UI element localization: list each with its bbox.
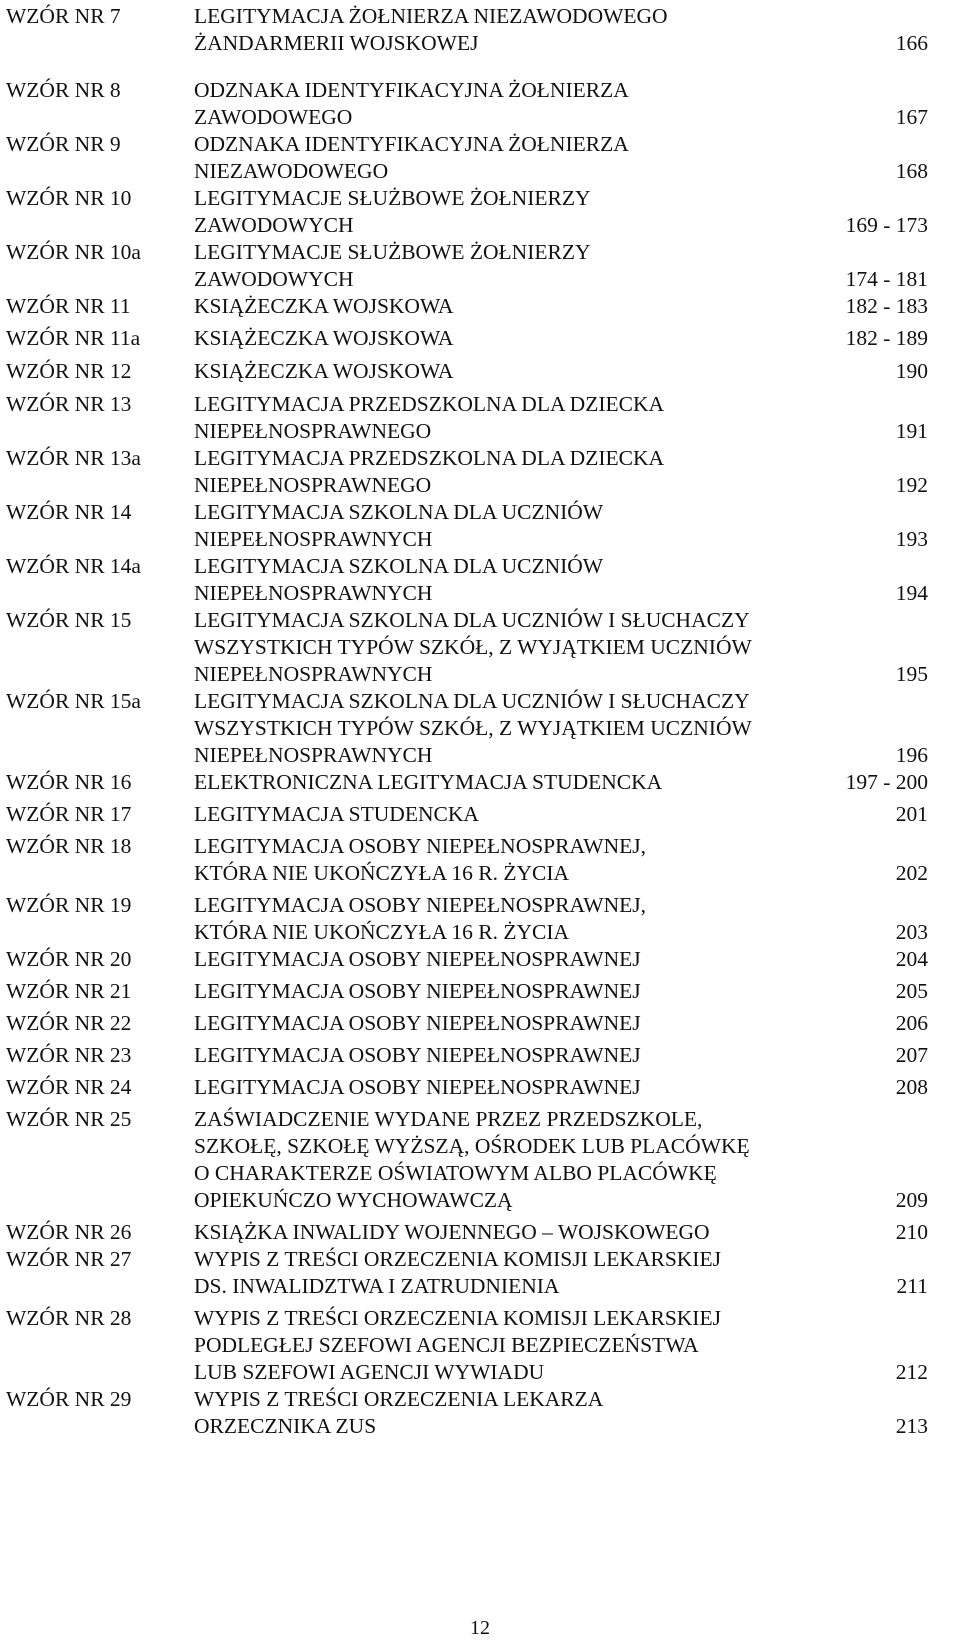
entry-title-line: LEGITYMACJA SZKOLNA DLA UCZNIÓW	[194, 500, 604, 524]
entry-pages: 212	[895, 1360, 928, 1384]
entry-title	[194, 77, 928, 131]
entry-pages: 191	[895, 419, 928, 443]
entry-title-line: DS. INWALIDZTWA I ZATRUDNIENIA	[194, 1274, 560, 1298]
entry-title	[194, 325, 928, 352]
entry-code: WZÓR NR 10	[6, 186, 132, 210]
entry-pages: 167	[895, 105, 928, 129]
entry-code: WZÓR NR 21	[6, 979, 132, 1003]
entry-code: WZÓR NR 29	[6, 1387, 132, 1411]
entry-title	[194, 801, 928, 828]
entry-code: WZÓR NR 11a	[6, 326, 141, 350]
entry-title-line: LEGITYMACJA OSOBY NIEPEŁNOSPRAWNEJ	[194, 979, 641, 1003]
entry-code: WZÓR NR 8	[6, 78, 121, 102]
entry-title-line: LEGITYMACJA PRZEDSZKOLNA DLA DZIECKA	[194, 392, 665, 416]
entry-title-line: LEGITYMACJA OSOBY NIEPEŁNOSPRAWNEJ,	[194, 893, 646, 917]
entry-title-line: ŻANDARMERII WOJSKOWEJ	[194, 31, 479, 55]
entry-code: WZÓR NR 26	[6, 1220, 132, 1244]
entry-title	[194, 358, 928, 385]
toc-entry	[6, 892, 928, 946]
entry-title	[194, 391, 928, 445]
entry-code: WZÓR NR 24	[6, 1075, 132, 1099]
entry-title-line: KSIĄŻECZKA WOJSKOWA	[194, 294, 454, 318]
entry-code: WZÓR NR 10a	[6, 240, 141, 264]
entry-title-line: PODLEGŁEJ SZEFOWI AGENCJI BEZPIECZEŃSTWA	[194, 1333, 699, 1357]
toc-entry	[6, 1305, 928, 1386]
entry-title	[194, 1042, 928, 1069]
entry-code: WZÓR NR 7	[6, 4, 121, 28]
entry-title	[194, 1386, 928, 1440]
entry-title	[194, 833, 928, 887]
entry-title	[194, 769, 928, 796]
toc-entry	[6, 607, 928, 688]
toc-entry	[6, 1010, 928, 1037]
entry-title	[194, 499, 928, 553]
entry-title-line: KSIĄŻKA INWALIDY WOJENNEGO – WOJSKOWEGO	[194, 1220, 710, 1244]
entry-title	[194, 3, 928, 57]
entry-pages: 168	[895, 159, 928, 183]
toc-entry	[6, 1074, 928, 1101]
entry-code: WZÓR NR 22	[6, 1011, 132, 1035]
entry-code: WZÓR NR 11	[6, 294, 131, 318]
toc-entry	[6, 1246, 928, 1300]
toc-entry	[6, 239, 928, 293]
entry-title	[194, 607, 928, 688]
toc-entry	[6, 946, 928, 973]
entry-pages: 211	[896, 1274, 928, 1298]
entry-pages: 196	[895, 743, 928, 767]
entry-title	[194, 1305, 928, 1386]
toc-entry	[6, 391, 928, 445]
entry-code: WZÓR NR 15a	[6, 689, 141, 713]
entry-title-line: LEGITYMACJA STUDENCKA	[194, 802, 479, 826]
toc-entry	[6, 293, 928, 320]
entry-title-line: WYPIS Z TREŚCI ORZECZENIA KOMISJI LEKARSKIEJ	[194, 1306, 721, 1330]
entry-code: WZÓR NR 15	[6, 608, 132, 632]
entry-title	[194, 946, 928, 973]
entry-title-line: LEGITYMACJA OSOBY NIEPEŁNOSPRAWNEJ	[194, 1043, 641, 1067]
entry-pages: 203	[895, 920, 928, 944]
entry-pages: 208	[895, 1075, 928, 1099]
entry-title-line: NIEZAWODOWEGO	[194, 159, 389, 183]
entry-title-line: ODZNAKA IDENTYFIKACYJNA ŻOŁNIERZA	[194, 78, 629, 102]
entry-pages: 204	[895, 947, 928, 971]
entry-title	[194, 239, 928, 293]
entry-pages: 194	[895, 581, 928, 605]
entry-title-line: LEGITYMACJA SZKOLNA DLA UCZNIÓW	[194, 554, 604, 578]
entry-pages: 182 - 189	[845, 326, 928, 350]
entry-code: WZÓR NR 13a	[6, 446, 141, 470]
entry-title	[194, 688, 928, 769]
entry-pages: 201	[895, 802, 928, 826]
toc-entry	[6, 3, 928, 57]
entry-title-line: ZAWODOWYCH	[194, 213, 354, 237]
entry-pages: 195	[895, 662, 928, 686]
entry-code: WZÓR NR 20	[6, 947, 132, 971]
entry-title-line: NIEPEŁNOSPRAWNYCH	[194, 581, 433, 605]
entry-title	[194, 1106, 928, 1214]
entry-title-line: NIEPEŁNOSPRAWNYCH	[194, 527, 433, 551]
entry-title-line: WYPIS Z TREŚCI ORZECZENIA LEKARZA	[194, 1387, 604, 1411]
toc-entry	[6, 769, 928, 796]
entry-title-line: KTÓRA NIE UKOŃCZYŁA 16 R. ŻYCIA	[194, 861, 570, 885]
entry-code: WZÓR NR 13	[6, 392, 132, 416]
entry-code: WZÓR NR 23	[6, 1043, 132, 1067]
entry-title	[194, 293, 928, 320]
entry-title-line: ZAŚWIADCZENIE WYDANE PRZEZ PRZEDSZKOLE,	[194, 1107, 703, 1131]
entry-title-line: LEGITYMACJE SŁUŻBOWE ŻOŁNIERZY	[194, 186, 591, 210]
entry-title	[194, 1010, 928, 1037]
entry-code: WZÓR NR 18	[6, 834, 132, 858]
entry-code: WZÓR NR 27	[6, 1247, 132, 1271]
entry-code: WZÓR NR 14a	[6, 554, 141, 578]
entry-title	[194, 1246, 928, 1300]
entry-pages: 174 - 181	[845, 267, 928, 291]
entry-pages: 169 - 173	[845, 213, 928, 237]
entry-title	[194, 1219, 928, 1246]
entry-title-line: LEGITYMACJA OSOBY NIEPEŁNOSPRAWNEJ	[194, 947, 641, 971]
entry-code: WZÓR NR 19	[6, 893, 132, 917]
entry-title-line: LEGITYMACJA SZKOLNA DLA UCZNIÓW I SŁUCHACZY	[194, 608, 750, 632]
entry-title-line: OPIEKUŃCZO WYCHOWAWCZĄ	[194, 1188, 513, 1212]
toc-entry	[6, 358, 928, 385]
table-of-contents	[6, 3, 928, 1440]
toc-entry	[6, 833, 928, 887]
entry-title	[194, 978, 928, 1005]
entry-title-line: LEGITYMACJA OSOBY NIEPEŁNOSPRAWNEJ	[194, 1011, 641, 1035]
entry-title-line: ELEKTRONICZNA LEGITYMACJA STUDENCKA	[194, 770, 663, 794]
entry-title-line: ZAWODOWEGO	[194, 105, 353, 129]
toc-entry	[6, 325, 928, 352]
entry-title-line: KSIĄŻECZKA WOJSKOWA	[194, 326, 454, 350]
entry-title-line: O CHARAKTERZE OŚWIATOWYM ALBO PLACÓWKĘ	[194, 1161, 717, 1185]
entry-pages: 206	[895, 1011, 928, 1035]
entry-code: WZÓR NR 25	[6, 1107, 132, 1131]
entry-title-line: KTÓRA NIE UKOŃCZYŁA 16 R. ŻYCIA	[194, 920, 570, 944]
entry-pages: 202	[895, 861, 928, 885]
entry-title-line: ORZECZNIKA ZUS	[194, 1414, 377, 1438]
entry-title-line: LEGITYMACJA OSOBY NIEPEŁNOSPRAWNEJ	[194, 1075, 641, 1099]
entry-pages: 166	[895, 31, 928, 55]
entry-title-line: NIEPEŁNOSPRAWNEGO	[194, 473, 432, 497]
entry-code: WZÓR NR 17	[6, 802, 132, 826]
entry-title-line: ZAWODOWYCH	[194, 267, 354, 291]
entry-code: WZÓR NR 14	[6, 500, 132, 524]
entry-title-line: SZKOŁĘ, SZKOŁĘ WYŻSZĄ, OŚRODEK LUB PLACÓWKĘ	[194, 1134, 750, 1158]
entry-title-line: LEGITYMACJE SŁUŻBOWE ŻOŁNIERZY	[194, 240, 591, 264]
entry-title	[194, 185, 928, 239]
entry-title	[194, 892, 928, 946]
entry-title	[194, 1074, 928, 1101]
entry-pages: 210	[895, 1220, 928, 1244]
entry-title-line: NIEPEŁNOSPRAWNEGO	[194, 419, 432, 443]
entry-title-line: KSIĄŻECZKA WOJSKOWA	[194, 359, 454, 383]
entry-pages: 205	[895, 979, 928, 1003]
entry-title-line: NIEPEŁNOSPRAWNYCH	[194, 743, 433, 767]
toc-entry	[6, 499, 928, 553]
entry-title-line: LEGITYMACJA PRZEDSZKOLNA DLA DZIECKA	[194, 446, 665, 470]
entry-title-line: ODZNAKA IDENTYFIKACYJNA ŻOŁNIERZA	[194, 132, 629, 156]
entry-title-line: LUB SZEFOWI AGENCJI WYWIADU	[194, 1360, 545, 1384]
toc-entry	[6, 553, 928, 607]
entry-pages: 213	[895, 1414, 928, 1438]
entry-title	[194, 131, 928, 185]
toc-entry	[6, 1106, 928, 1214]
entry-code: WZÓR NR 28	[6, 1306, 132, 1330]
entry-title	[194, 553, 928, 607]
toc-entry	[6, 688, 928, 769]
toc-entry	[6, 978, 928, 1005]
entry-pages: 190	[895, 359, 928, 383]
entry-pages: 197 - 200	[845, 770, 928, 794]
toc-entry	[6, 1219, 928, 1246]
toc-entry	[6, 1386, 928, 1440]
page-number: 12	[470, 1617, 490, 1639]
entry-title-line: WYPIS Z TREŚCI ORZECZENIA KOMISJI LEKARSKIEJ	[194, 1247, 721, 1271]
toc-entry	[6, 801, 928, 828]
toc-entry	[6, 445, 928, 499]
entry-title-line: LEGITYMACJA OSOBY NIEPEŁNOSPRAWNEJ,	[194, 834, 646, 858]
entry-title-line: NIEPEŁNOSPRAWNYCH	[194, 662, 433, 686]
entry-title-line: WSZYSTKICH TYPÓW SZKÓŁ, Z WYJĄTKIEM UCZNIÓW	[194, 635, 752, 659]
entry-pages: 193	[895, 527, 928, 551]
toc-entry	[6, 185, 928, 239]
entry-pages: 182 - 183	[845, 294, 928, 318]
toc-entry	[6, 1042, 928, 1069]
entry-code: WZÓR NR 16	[6, 770, 132, 794]
entry-title-line: LEGITYMACJA SZKOLNA DLA UCZNIÓW I SŁUCHACZY	[194, 689, 750, 713]
toc-entry	[6, 131, 928, 185]
entry-pages: 209	[895, 1188, 928, 1212]
entry-title-line: LEGITYMACJA ŻOŁNIERZA NIEZAWODOWEGO	[194, 4, 668, 28]
entry-title	[194, 445, 928, 499]
toc-entry	[6, 77, 928, 131]
entry-code: WZÓR NR 12	[6, 359, 132, 383]
entry-pages: 192	[895, 473, 928, 497]
entry-code: WZÓR NR 9	[6, 132, 121, 156]
entry-pages: 207	[895, 1043, 928, 1067]
entry-title-line: WSZYSTKICH TYPÓW SZKÓŁ, Z WYJĄTKIEM UCZNIÓW	[194, 716, 752, 740]
